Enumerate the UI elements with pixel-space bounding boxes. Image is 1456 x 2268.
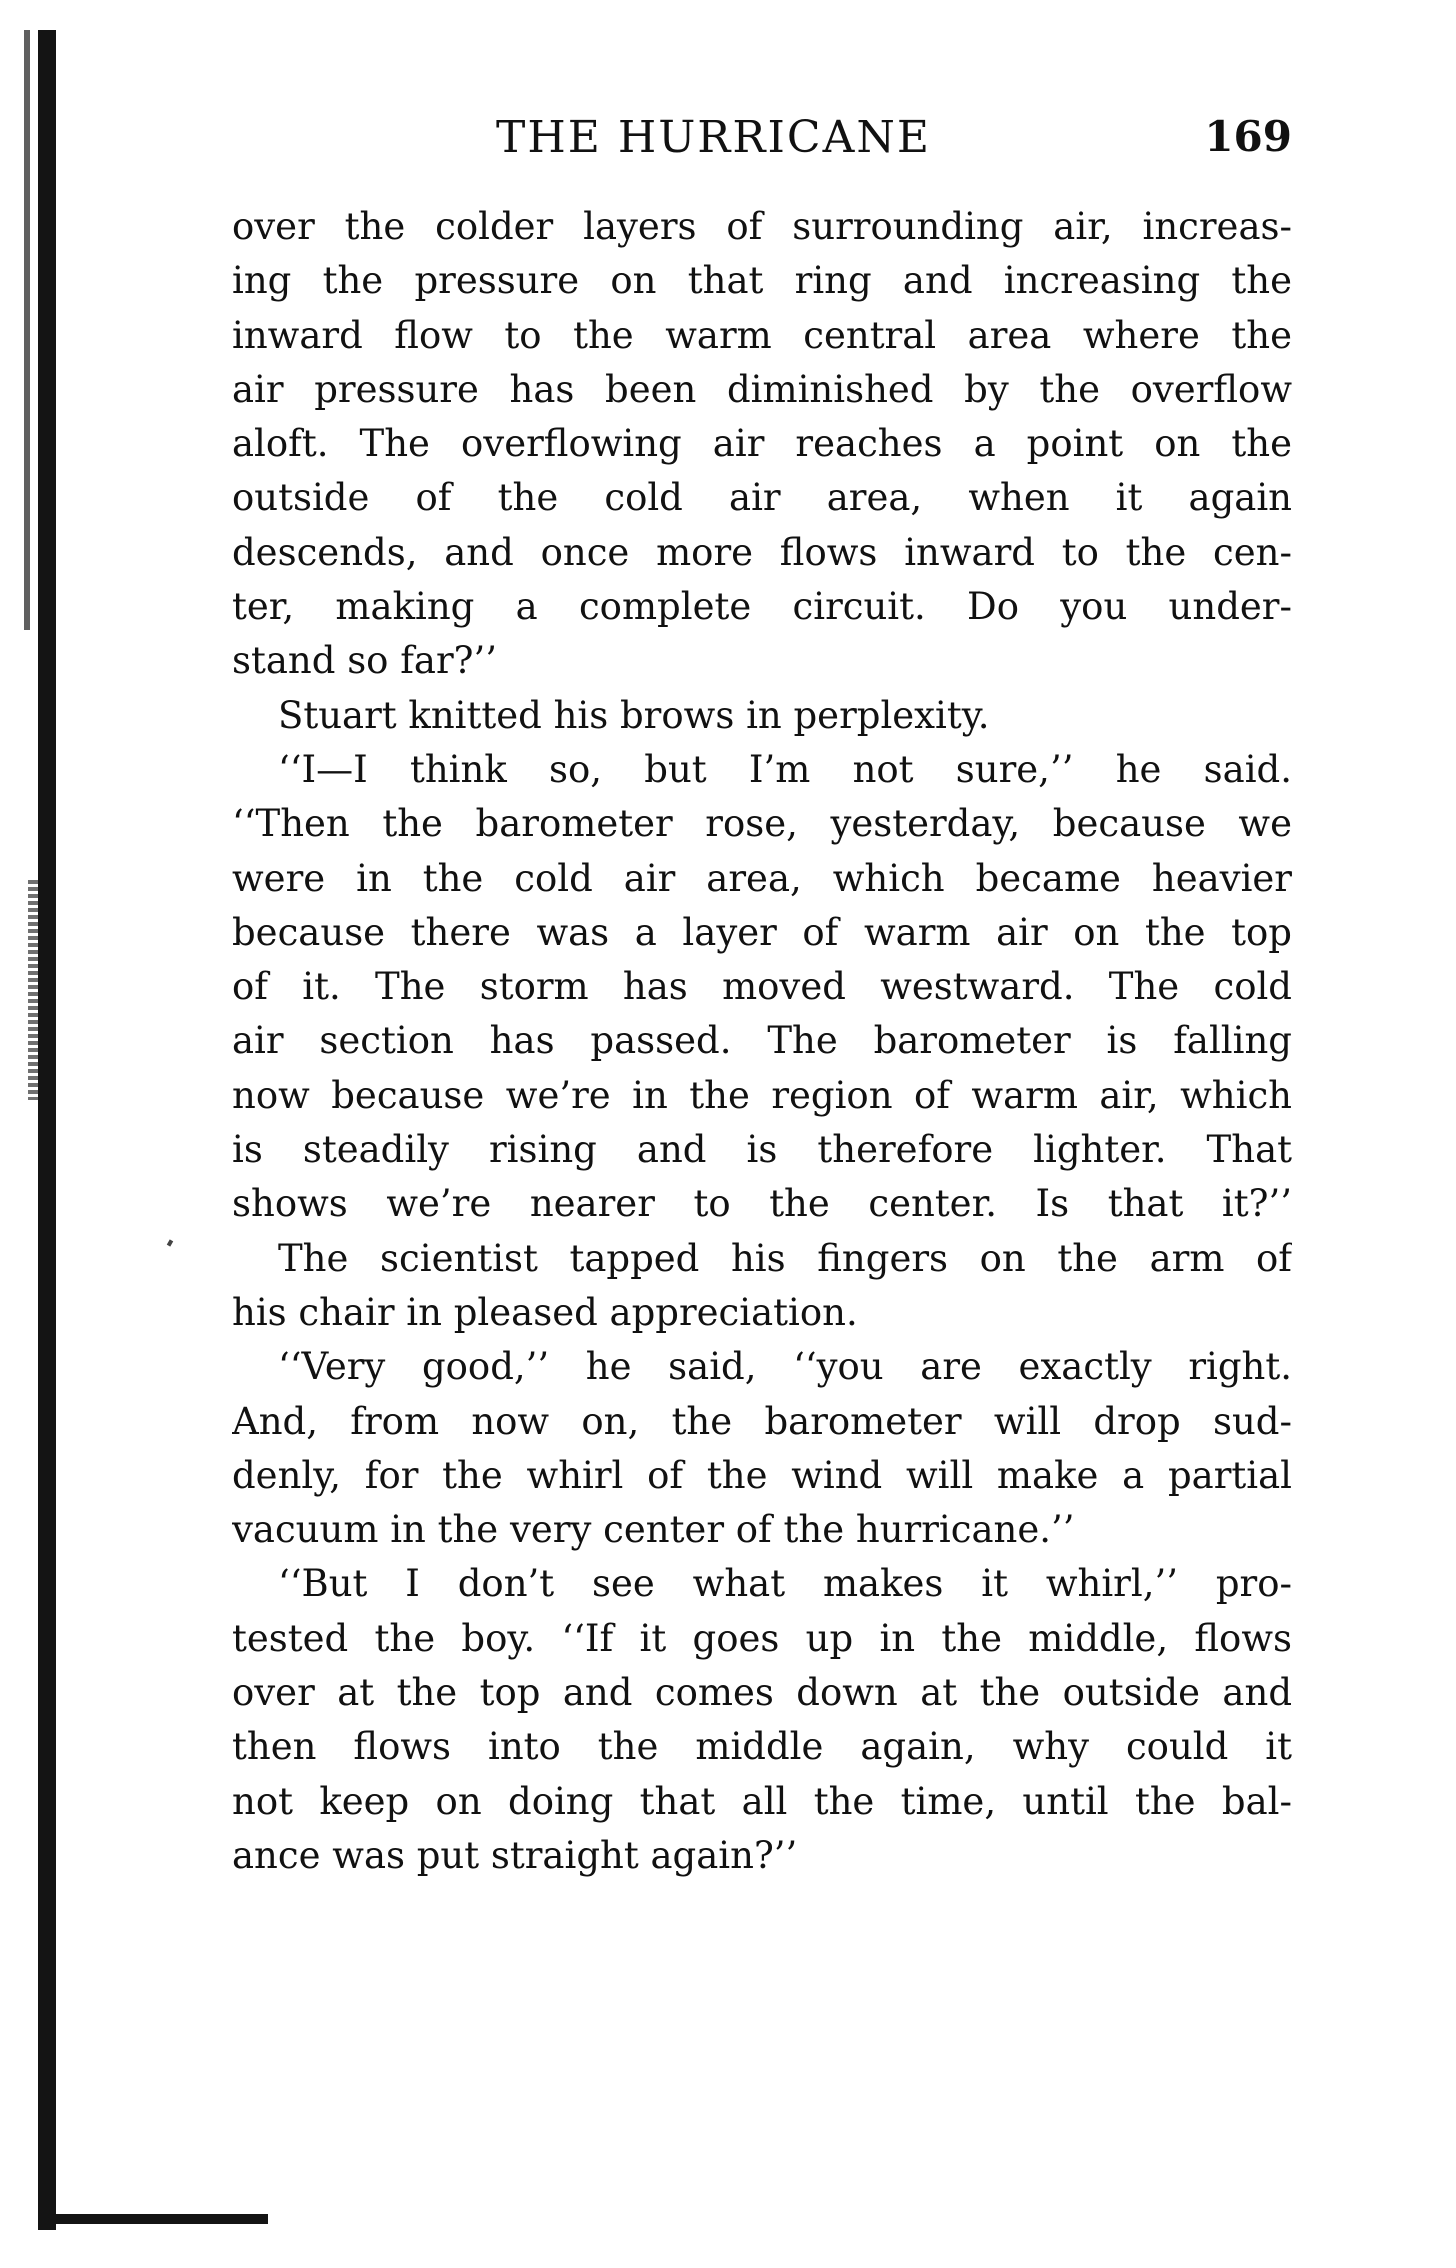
- running-head: [232, 112, 1292, 172]
- text-line: air pressure has been diminished by the overflow: [232, 367, 1292, 411]
- text-line: were in the cold air area, which became heavier: [232, 856, 1292, 900]
- text-line: then flows into the middle again, why could it: [232, 1725, 1292, 1769]
- page-edge-shadow: [24, 30, 30, 630]
- text-line: descends, and once more flows inward to the cen-: [232, 530, 1292, 574]
- text-line: shows we’re nearer to the center. Is that it?’’: [232, 1182, 1292, 1226]
- text-line: outside of the cold air area, when it again: [232, 476, 1292, 520]
- text-line: of it. The storm has moved westward. The cold: [232, 965, 1292, 1009]
- chapter-title: THE HURRICANE: [496, 112, 931, 163]
- text-line: over the colder layers of surrounding air, increas-: [232, 205, 1292, 248]
- text-line: inward flow to the warm central area where the: [232, 313, 1292, 357]
- text-line: is steadily rising and is therefore lighter. That: [232, 1128, 1292, 1172]
- text-line: his chair in pleased appreciation.: [232, 1290, 858, 1334]
- text-line: And, from now on, the barometer will drop sud-: [232, 1399, 1292, 1443]
- page-edge-speckle: [28, 880, 38, 1100]
- text-line: tested the boy. ‘‘If it goes up in the middle, flows: [232, 1616, 1292, 1660]
- ink-speck: [167, 1239, 173, 1246]
- body-text: [232, 200, 1292, 1883]
- text-line: stand so far?’’: [232, 639, 498, 683]
- text-line: ‘‘But I don’t see what makes it whirl,’’ pro-: [278, 1562, 1292, 1606]
- text-line: air section has passed. The barometer is falling: [232, 1019, 1292, 1063]
- text-line: because there was a layer of warm air on the top: [232, 910, 1292, 954]
- text-line: aloft. The overflowing air reaches a point on the: [232, 422, 1292, 466]
- text-line: ing the pressure on that ring and increasing the: [232, 259, 1292, 303]
- text-line: over at the top and comes down at the outside and: [232, 1671, 1292, 1715]
- text-line: ‘‘Then the barometer rose, yesterday, because we: [232, 802, 1292, 846]
- page-number: 169: [1204, 112, 1292, 161]
- text-line: ‘‘I—I think so, but I’m not sure,’’ he said.: [278, 747, 1292, 791]
- text-line: ‘‘Very good,’’ he said, ‘‘you are exactly right.: [278, 1345, 1292, 1389]
- text-line: ance was put straight again?’’: [232, 1833, 798, 1877]
- text-line: The scientist tapped his fingers on the arm of: [278, 1236, 1292, 1280]
- text-line: vacuum in the very center of the hurricane.’’: [232, 1508, 1075, 1552]
- page-binding-foot: [38, 2214, 268, 2224]
- text-line: not keep on doing that all the time, until the bal-: [232, 1779, 1292, 1823]
- text-line: now because we’re in the region of warm air, which: [232, 1073, 1292, 1117]
- page-binding-shadow: [38, 30, 56, 2230]
- text-line: denly, for the whirl of the wind will make a partial: [232, 1453, 1292, 1497]
- text-line: Stuart knitted his brows in perplexity.: [278, 693, 990, 737]
- text-line: ter, making a complete circuit. Do you under-: [232, 585, 1292, 629]
